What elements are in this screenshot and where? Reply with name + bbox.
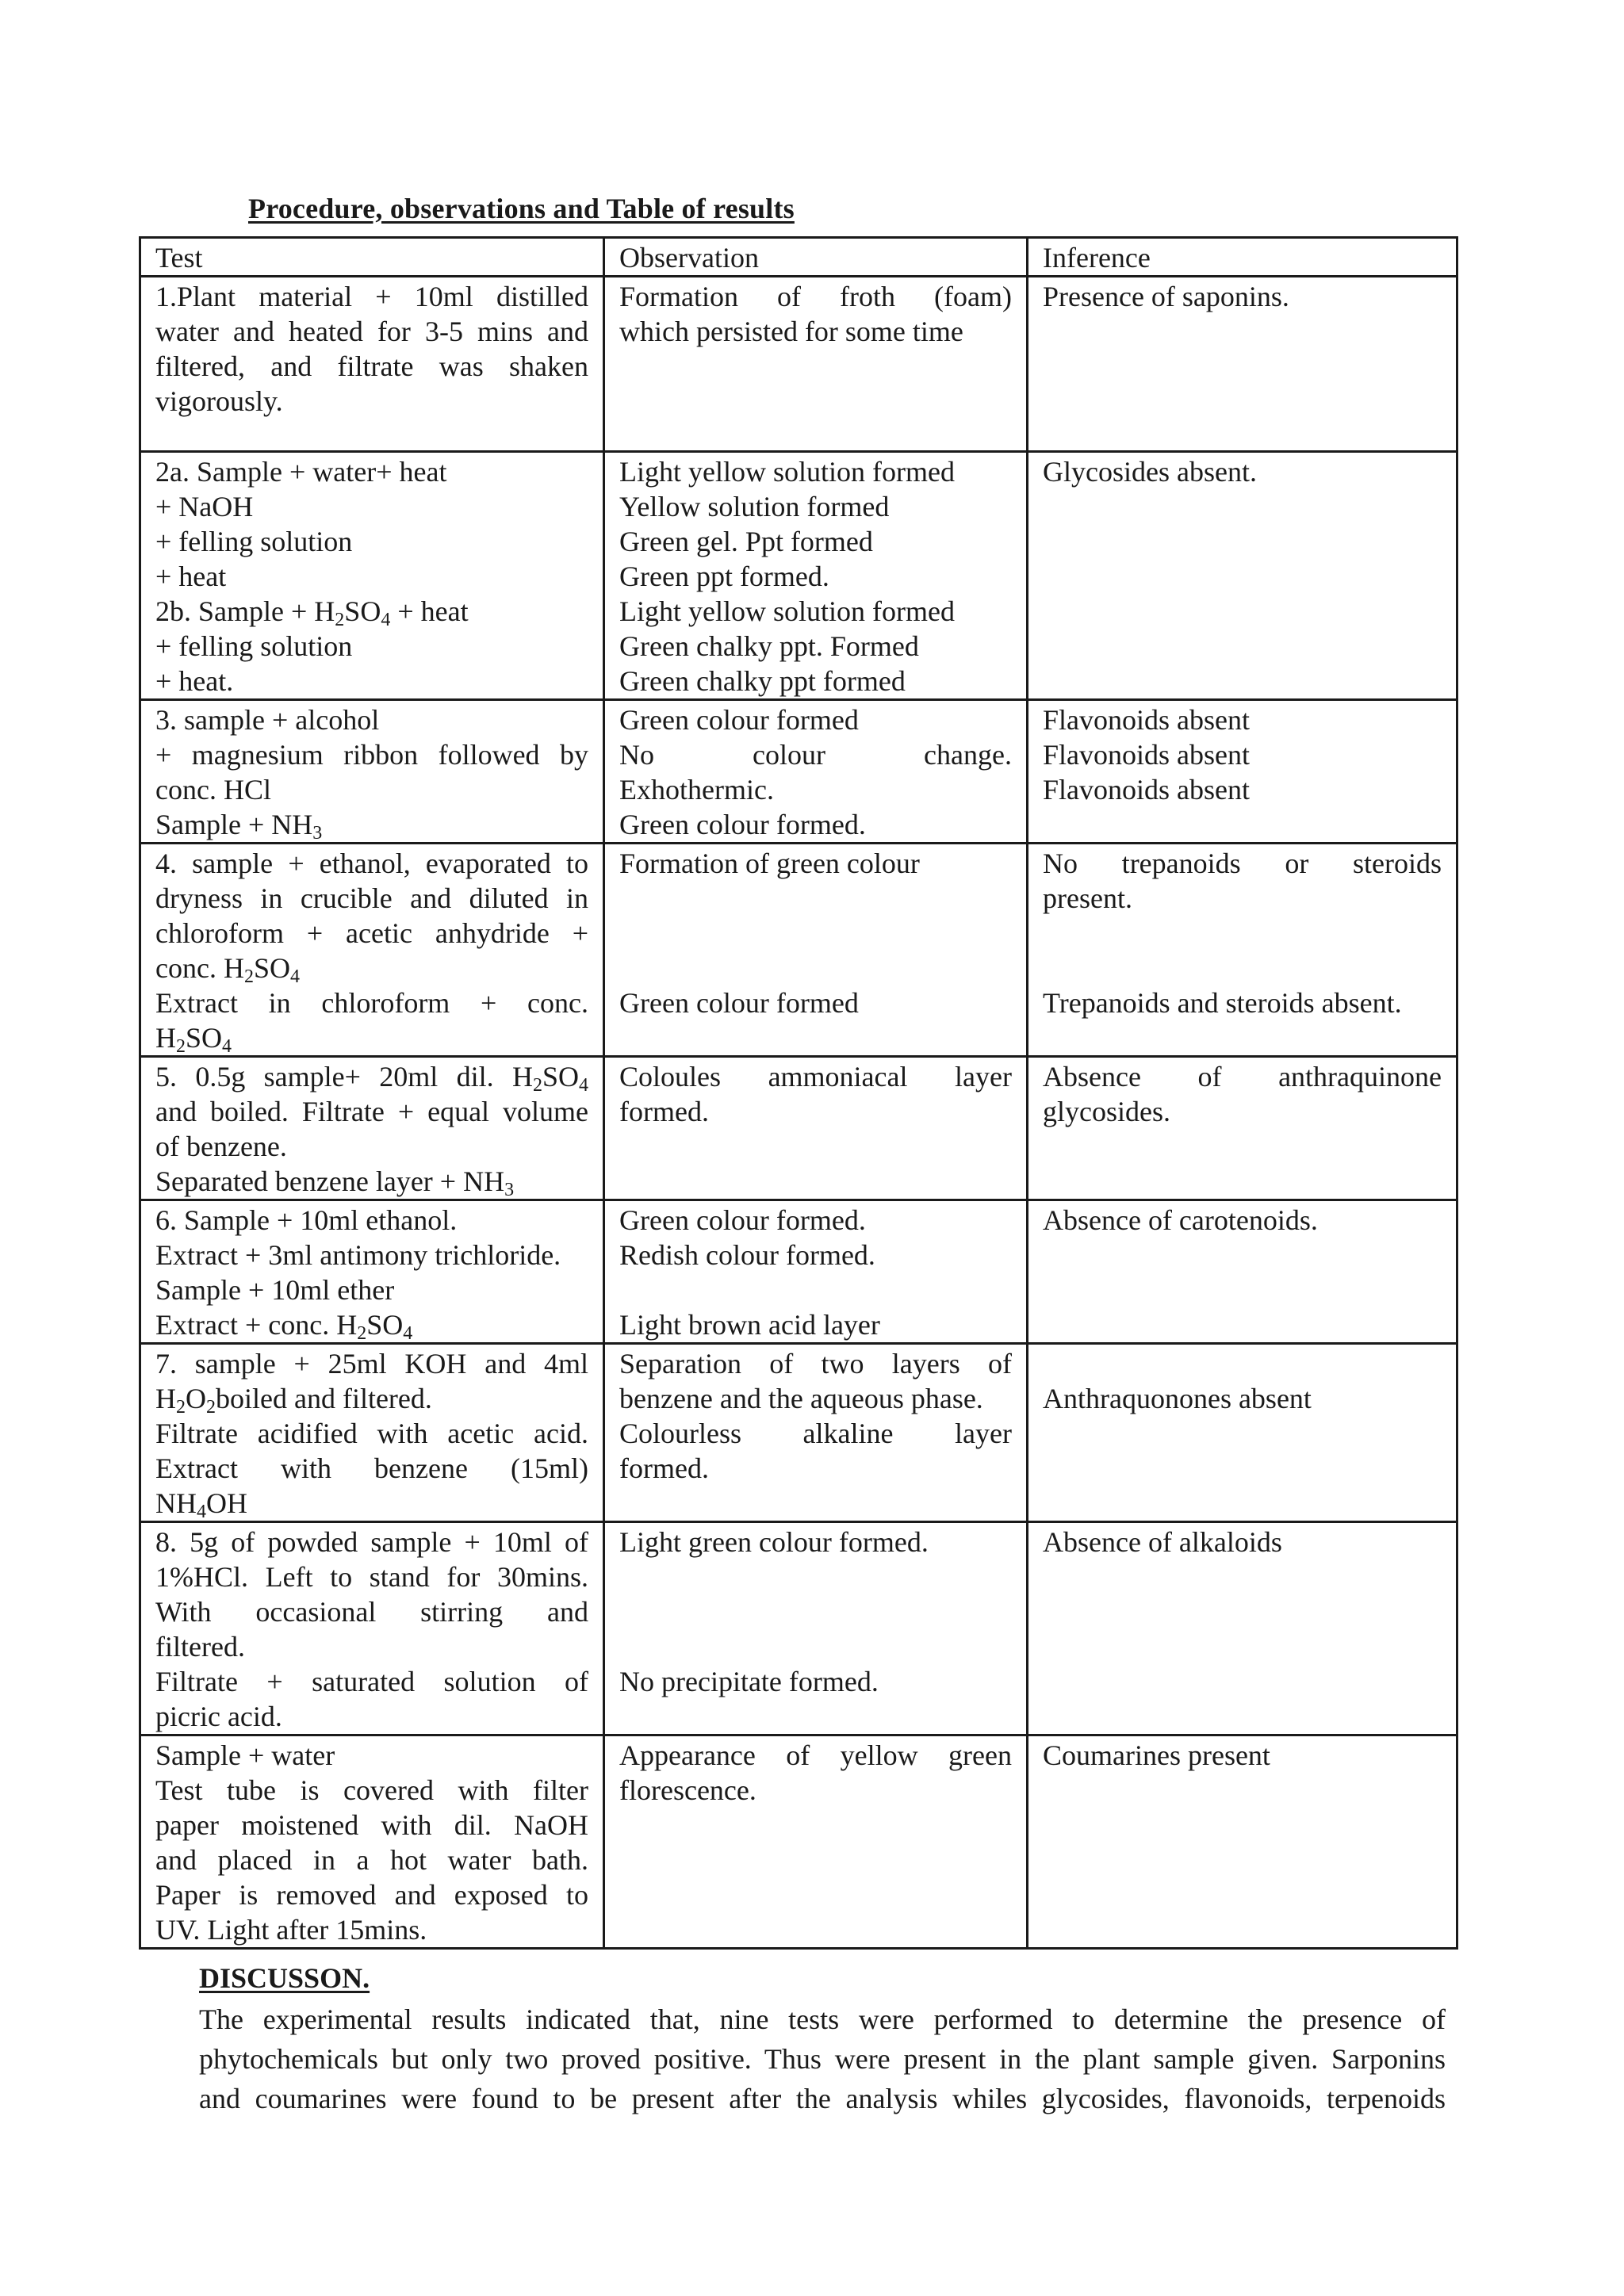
cell-line: conc. HCl <box>155 774 271 806</box>
cell-line: Green colour formed. <box>619 809 866 840</box>
cell-line: UV. Light after 15mins. <box>155 1914 427 1946</box>
cell-line: 1%HCl. Left to stand for 30mins. <box>155 1561 588 1593</box>
table-header-row <box>140 238 1457 277</box>
paragraph-line: and coumarines were found to be present after the analysis whiles glycosides, flavonoids, terpenoids <box>199 2083 1446 2114</box>
results-table <box>139 236 1458 1950</box>
cell-line: Yellow solution formed <box>619 491 890 522</box>
header-inference: Inference <box>1028 238 1457 277</box>
cell-line: + felling solution <box>155 630 353 662</box>
cell-line: + magnesium ribbon followed by <box>155 739 588 771</box>
cell-line: water and heated for 3-5 mins and <box>155 316 588 347</box>
cell-line: present. <box>1043 882 1132 914</box>
cell-line: 7. sample + 25ml KOH and 4ml <box>155 1348 588 1380</box>
observation-cell <box>604 452 1028 700</box>
cell-line: conc. $H_2SO_4$ <box>155 952 300 987</box>
spacer <box>619 1594 1012 1629</box>
table-row <box>140 277 1457 452</box>
cell-line: 8. 5g of powded sample + 10ml of <box>155 1526 588 1558</box>
cell-line: 4. sample + ethanol, evaporated to <box>155 848 588 879</box>
inference-cell <box>1028 844 1457 1057</box>
cell-line: and boiled. Filtrate + equal volume <box>155 1096 588 1127</box>
cell-line: picric acid. <box>155 1701 282 1732</box>
cell-line: filtered. <box>155 1631 245 1663</box>
cell-line: Exhothermic. <box>619 774 774 806</box>
table-row <box>140 1057 1457 1200</box>
cell-line: 2b. Sample + $H_2SO_4$ + heat <box>155 595 469 630</box>
cell-line: Filtrate acidified with acetic acid. <box>155 1418 588 1449</box>
test-cell <box>140 700 604 844</box>
inference-cell <box>1028 1735 1457 1949</box>
table-row <box>140 844 1457 1057</box>
cell-line: which persisted for some time <box>619 316 963 347</box>
observation-cell <box>604 700 1028 844</box>
table-row <box>140 1200 1457 1344</box>
spacer <box>1043 1346 1442 1381</box>
cell-line: 1.Plant material + 10ml distilled <box>155 281 588 312</box>
cell-line: Absence of anthraquinone <box>1043 1061 1442 1093</box>
table-row <box>140 700 1457 844</box>
cell-line: Coumarines present <box>1043 1739 1270 1771</box>
test-cell <box>140 1057 604 1200</box>
cell-line: Extract + 3ml antimony trichloride. <box>155 1239 561 1271</box>
spacer <box>619 916 1012 951</box>
inference-cell <box>1028 277 1457 452</box>
cell-line: Flavonoids absent <box>1043 704 1250 736</box>
observation-cell <box>604 1735 1028 1949</box>
inference-cell <box>1028 1344 1457 1522</box>
cell-line: dryness in crucible and diluted in <box>155 882 588 914</box>
table-row <box>140 1344 1457 1522</box>
cell-line: Coloules ammoniacal layer <box>619 1061 1012 1093</box>
cell-line: + heat. <box>155 665 234 697</box>
cell-line: Paper is removed and exposed to <box>155 1879 588 1911</box>
cell-line: Extract with benzene (15ml) <box>155 1452 588 1484</box>
observation-cell <box>604 1344 1028 1522</box>
test-cell <box>140 1735 604 1949</box>
cell-line: Green colour formed. <box>619 1204 866 1236</box>
test-cell <box>140 277 604 452</box>
spacer <box>1043 916 1442 951</box>
spacer <box>619 1272 1012 1307</box>
table-row <box>140 1735 1457 1949</box>
cell-line: Anthraquonones absent <box>1043 1383 1312 1414</box>
test-cell <box>140 1200 604 1344</box>
cell-line: Flavonoids absent <box>1043 739 1250 771</box>
cell-line: 2a. Sample + water+ heat <box>155 456 447 488</box>
cell-line: of benzene. <box>155 1131 287 1162</box>
inference-cell <box>1028 452 1457 700</box>
spacer <box>619 1629 1012 1664</box>
header-observation: Observation <box>604 238 1028 277</box>
cell-line: Separated benzene layer + $NH_3$ <box>155 1165 515 1200</box>
cell-line: 5. 0.5g sample+ 20ml dil. $H_2SO_4$ <box>155 1061 588 1096</box>
inference-cell <box>1028 1200 1457 1344</box>
cell-line: Green chalky ppt formed <box>619 665 906 697</box>
paragraph-line: phytochemicals but only two proved positive. Thus were present in the plant sample given. Sarponins <box>199 2043 1446 2075</box>
cell-line: Sample + water <box>155 1739 335 1771</box>
cell-line: Appearance of yellow green <box>619 1739 1012 1771</box>
cell-line: vigorously. <box>155 385 283 417</box>
spacer <box>619 951 1012 985</box>
cell-line: Green colour formed <box>619 704 859 736</box>
discussion-body <box>199 1999 1446 2118</box>
cell-line: glycosides. <box>1043 1096 1170 1127</box>
discussion-heading: DISCUSSON. <box>199 1962 370 1994</box>
observation-cell <box>604 1200 1028 1344</box>
cell-line: No precipitate formed. <box>619 1666 879 1697</box>
cell-line: No trepanoids or steroids <box>1043 848 1442 879</box>
cell-line: filtered, and filtrate was shaken <box>155 350 588 382</box>
header-test: Test <box>140 238 604 277</box>
cell-line: benzene and the aqueous phase. <box>619 1383 983 1414</box>
cell-line: Light green colour formed. <box>619 1526 929 1558</box>
cell-line: No colour change. <box>619 739 1012 771</box>
cell-line: Glycosides absent. <box>1043 456 1257 488</box>
inference-cell <box>1028 700 1457 844</box>
test-cell <box>140 1344 604 1522</box>
cell-line: Absence of alkaloids <box>1043 1526 1282 1558</box>
observation-cell <box>604 844 1028 1057</box>
test-cell <box>140 1522 604 1735</box>
cell-line: $H_2SO_4$ <box>155 1022 232 1057</box>
cell-line: Sample + 10ml ether <box>155 1274 395 1306</box>
cell-line: Light brown acid layer <box>619 1309 880 1341</box>
cell-line: Light yellow solution formed <box>619 595 955 627</box>
cell-line: Colourless alkaline layer <box>619 1418 1012 1449</box>
cell-line: 3. sample + alcohol <box>155 704 380 736</box>
page-title: Procedure, observations and Table of results <box>248 193 795 224</box>
cell-line: Green gel. Ppt formed <box>619 526 873 557</box>
cell-line: $H_2O_2boiled$ and filtered. <box>155 1383 432 1418</box>
table-row <box>140 452 1457 700</box>
cell-line: paper moistened with dil. NaOH <box>155 1809 588 1841</box>
cell-line: With occasional stirring and <box>155 1596 588 1628</box>
test-cell <box>140 452 604 700</box>
cell-line: Extract + conc. $H_2SO_4$ <box>155 1309 413 1344</box>
cell-line: and placed in a hot water bath. <box>155 1844 588 1876</box>
cell-line: Flavonoids absent <box>1043 774 1250 806</box>
cell-line: Extract in chloroform + conc. <box>155 987 588 1019</box>
cell-line: chloroform + acetic anhydride + <box>155 917 588 949</box>
cell-line: Green chalky ppt. Formed <box>619 630 919 662</box>
cell-line: Light yellow solution formed <box>619 456 955 488</box>
inference-cell <box>1028 1522 1457 1735</box>
cell-line: Formation of froth (foam) <box>619 281 1012 312</box>
observation-cell <box>604 1522 1028 1735</box>
cell-line: Trepanoids and steroids absent. <box>1043 987 1402 1019</box>
cell-line: + heat <box>155 561 227 592</box>
paragraph-line: The experimental results indicated that, nine tests were performed to determine the presence of <box>199 2003 1446 2035</box>
cell-line: Redish colour formed. <box>619 1239 875 1271</box>
cell-line: Green ppt formed. <box>619 561 829 592</box>
cell-line: 6. Sample + 10ml ethanol. <box>155 1204 458 1236</box>
cell-line: formed. <box>619 1096 709 1127</box>
cell-line: Formation of green colour <box>619 848 920 879</box>
cell-line: Test tube is covered with filter <box>155 1774 588 1806</box>
observation-cell <box>604 277 1028 452</box>
spacer <box>619 881 1012 916</box>
cell-line: formed. <box>619 1452 709 1484</box>
inference-cell <box>1028 1057 1457 1200</box>
test-cell <box>140 844 604 1057</box>
cell-line: Green colour formed <box>619 987 859 1019</box>
cell-line: + NaOH <box>155 491 254 522</box>
cell-line: Separation of two layers of <box>619 1348 1012 1380</box>
cell-line: $NH_4OH$ <box>155 1487 247 1522</box>
cell-line: Presence of saponins. <box>1043 281 1289 312</box>
cell-line: Absence of carotenoids. <box>1043 1204 1318 1236</box>
cell-line: + felling solution <box>155 526 353 557</box>
cell-line: Sample + $NH_3$ <box>155 809 323 844</box>
cell-line: florescence. <box>619 1774 756 1806</box>
cell-line: Filtrate + saturated solution of <box>155 1666 588 1697</box>
observation-cell <box>604 1057 1028 1200</box>
spacer <box>619 1559 1012 1594</box>
table-row <box>140 1522 1457 1735</box>
spacer <box>1043 951 1442 985</box>
